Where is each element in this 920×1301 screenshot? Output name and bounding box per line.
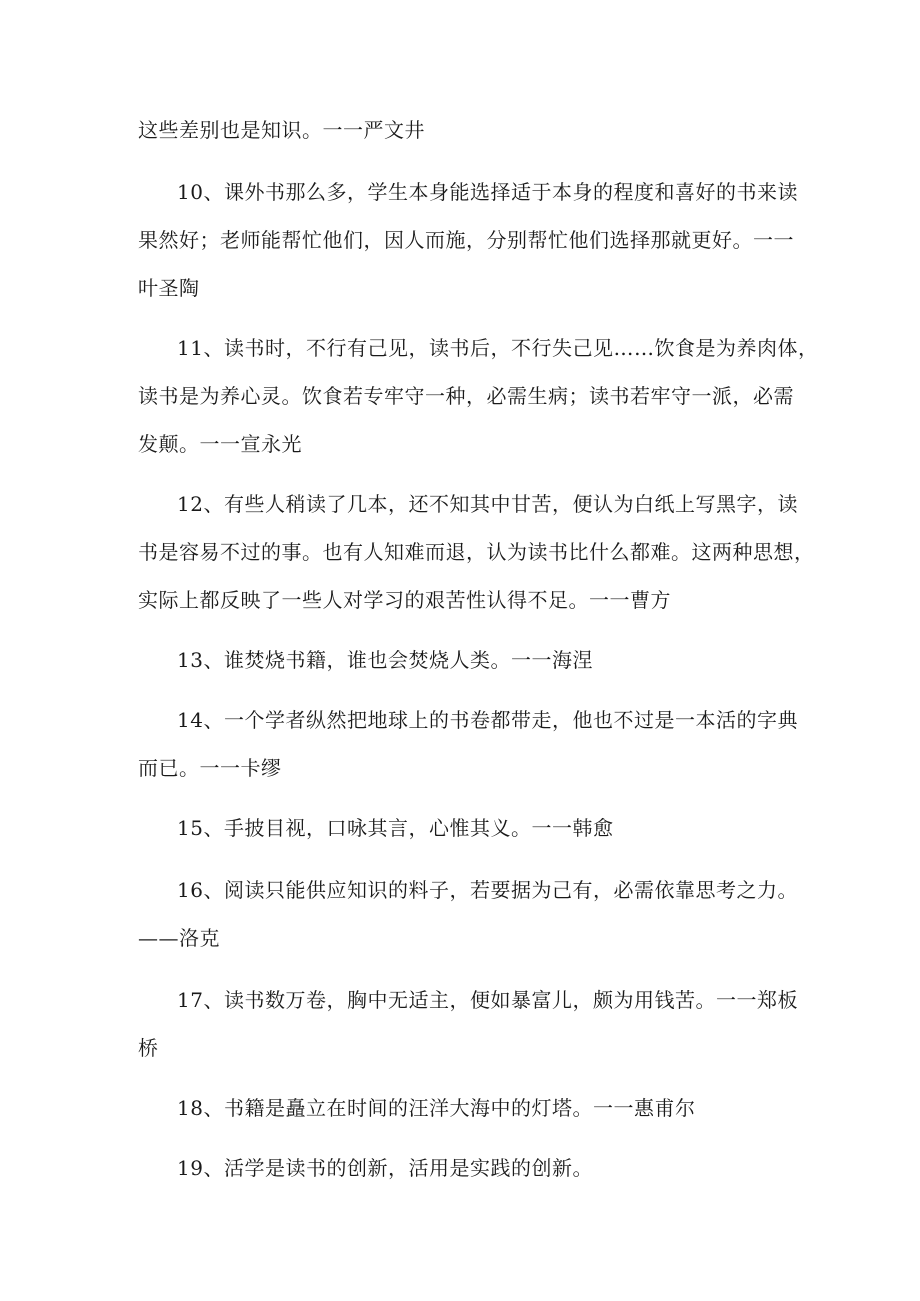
quote-15-line-1: 15、手披目视，口咏其言，心惟其义。一一韩愈 — [177, 816, 614, 840]
quote-19-line-1: 19、活学是读书的创新，活用是实践的创新。 — [177, 1156, 593, 1180]
quote-10-line-3: 叶圣陶 — [138, 276, 200, 300]
quote-11-line-1: 11、读书时，不行有己见，读书后，不行失己见……饮食是为养肉体， — [177, 336, 819, 360]
quote-11-line-3: 发颠。一一宣永光 — [138, 432, 302, 456]
quote-12-line-3: 实际上都反映了一些人对学习的艰苦性认得不足。一一曹方 — [138, 588, 671, 612]
quote-10-line-1: 10、课外书那么多，学生本身能选择适于本身的程度和喜好的书来读 — [177, 180, 798, 204]
quote-10-line-2: 果然好；老师能帮忙他们，因人而施，分别帮忙他们选择那就更好。一一 — [138, 228, 794, 252]
quote-16-line-2: ——洛克 — [138, 926, 220, 950]
quote-14-line-2: 而已。一一卡缪 — [138, 756, 282, 780]
quote-18-line-1: 18、书籍是矗立在时间的汪洋大海中的灯塔。一一惠甫尔 — [177, 1096, 696, 1120]
paragraph-1-line-1: 这些差别也是知识。一一严文井 — [138, 118, 425, 142]
quote-12-line-2: 书是容易不过的事。也有人知难而退，认为读书比什么都难。这两种思想， — [138, 540, 815, 564]
quote-17-line-2: 桥 — [138, 1036, 159, 1060]
quote-17-line-1: 17、读书数万卷，胸中无适主，便如暴富儿，颇为用钱苦。一一郑板 — [177, 988, 798, 1012]
quote-11-line-2: 读书是为养心灵。饮食若专牢守一种，必需生病；读书若牢守一派，必需 — [138, 384, 794, 408]
quote-14-line-1: 14、一个学者纵然把地球上的书卷都带走，他也不过是一本活的字典 — [177, 708, 798, 732]
quote-13-line-1: 13、谁焚烧书籍，谁也会焚烧人类。一一海涅 — [177, 648, 593, 672]
quote-16-line-1: 16、阅读只能供应知识的料子，若要据为己有，必需依靠思考之力。 — [177, 878, 798, 902]
quote-12-line-1: 12、有些人稍读了几本，还不知其中甘苦，便认为白纸上写黑字，读 — [177, 492, 798, 516]
